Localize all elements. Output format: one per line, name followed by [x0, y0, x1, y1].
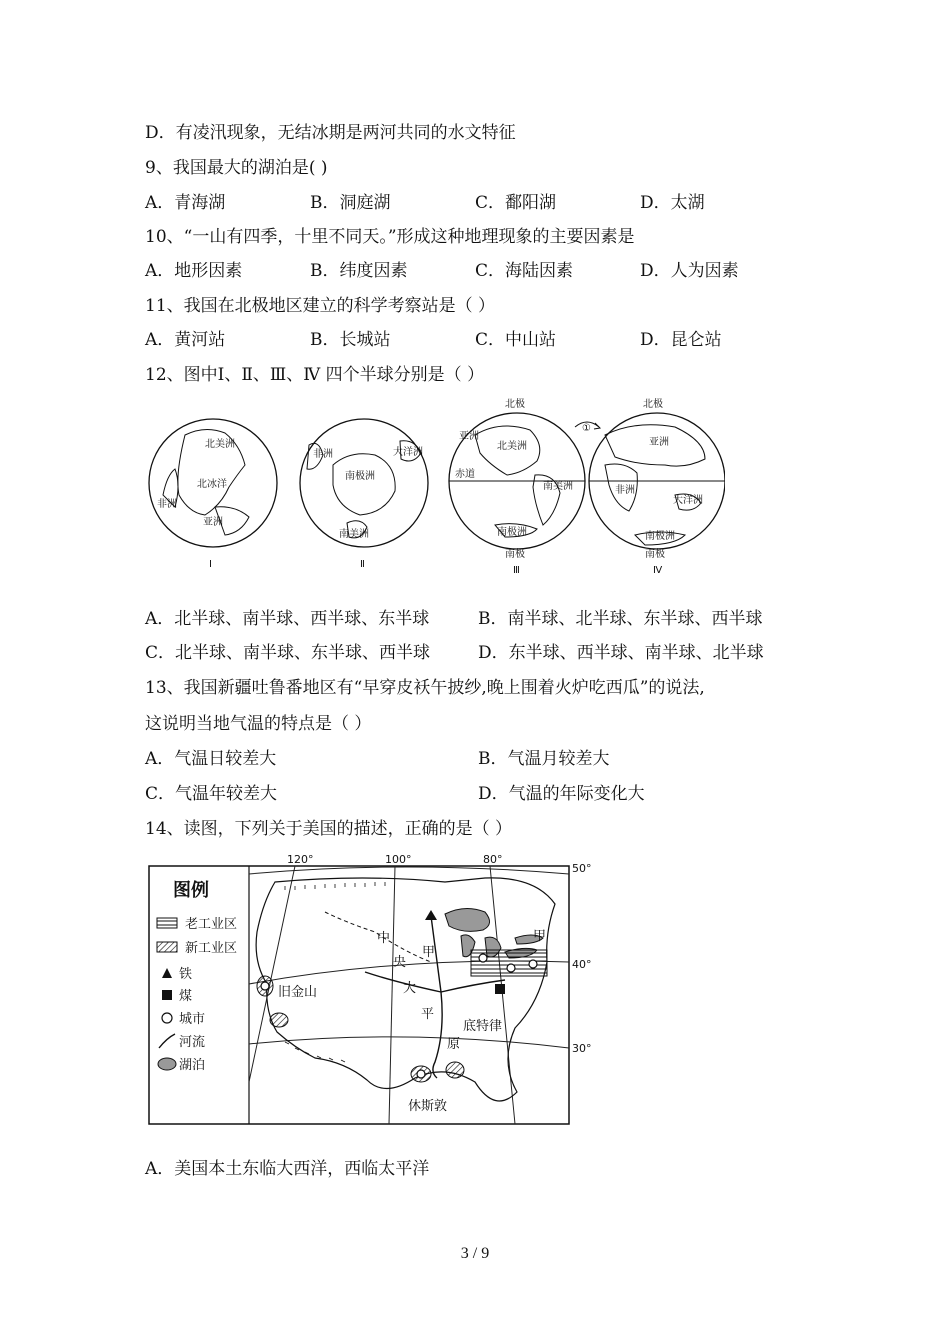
lat-50-label: 50°	[572, 862, 592, 875]
q11-option-a: A．黄河站	[145, 330, 226, 350]
q10-option-a: A．地形因素	[145, 261, 243, 281]
q8-option-d: D．有凌汛现象，无结冰期是两河共同的水文特征	[145, 123, 516, 143]
lat-50-line	[249, 867, 569, 874]
circled-one-marker: ①	[582, 423, 591, 434]
g1-label-africa: 非洲	[157, 499, 177, 510]
lat-30-line	[249, 1037, 569, 1048]
plain-char-1: 中	[377, 931, 391, 946]
lon-80-line	[490, 866, 515, 1124]
city-marker-3	[529, 960, 537, 968]
legend-lake: 湖泊	[179, 1058, 206, 1073]
g1-roman: Ⅰ	[209, 559, 212, 570]
g1-label-arctic-ocean: 北冰洋	[197, 479, 227, 490]
iron-icon	[162, 968, 172, 978]
q9-option-b: B．洞庭湖	[310, 193, 391, 213]
g4-label-asia: 亚洲	[649, 437, 669, 448]
g2-label-south-america: 南美洲	[339, 529, 369, 540]
q13-option-b: B．气温月较差大	[478, 749, 610, 769]
lat-30-label: 30°	[572, 1042, 592, 1055]
q13-option-c: C．气温年较差大	[145, 784, 278, 804]
usa-map	[145, 852, 605, 1130]
map-frame	[149, 866, 569, 1124]
new-industrial-la	[270, 1013, 288, 1027]
g4-label-south-pole: 南极	[645, 549, 665, 560]
g1-label-north-america: 北美洲	[205, 439, 235, 450]
label-jia-east: 甲	[533, 929, 547, 944]
plain-char-4: 平	[421, 1007, 435, 1022]
g3-label-asia: 亚洲	[459, 431, 479, 442]
q13-option-d: D．气温的年际变化大	[478, 784, 645, 804]
legend-iron: 铁	[179, 967, 193, 982]
city-houston	[417, 1070, 425, 1078]
legend-river: 河流	[179, 1035, 206, 1050]
q12-option-c: C．北半球、南半球、东半球、西半球	[145, 643, 431, 663]
lon-100-label: 100°	[385, 853, 412, 866]
city-marker-1	[479, 954, 487, 962]
q12-option-a: A．北半球、南半球、西半球、东半球	[145, 609, 430, 629]
legend-city: 城市	[179, 1012, 206, 1027]
city-marker-2	[507, 964, 515, 972]
g2-label-africa: 非洲	[313, 449, 333, 460]
label-houston: 休斯敦	[408, 1099, 448, 1114]
q9-option-d: D．太湖	[640, 193, 705, 213]
q10-option-c: C．海陆因素	[475, 261, 574, 281]
label-detroit: 底特律	[463, 1019, 503, 1034]
q14-option-a: A．美国本土东临大西洋，西临太平洋	[145, 1159, 430, 1179]
q12-option-b: B．南半球、北半球、东半球、西半球	[478, 609, 763, 629]
plain-char-2: 央	[393, 955, 407, 970]
legend-title: 图例	[173, 880, 209, 901]
new-industrial-houston-2	[446, 1062, 464, 1078]
coal-symbol-map	[495, 984, 505, 994]
g3-label-south-pole: 南极	[505, 549, 525, 560]
lat-40-label: 40°	[572, 958, 592, 971]
label-jia-west: 甲	[422, 945, 436, 960]
q9-option-c: C．鄱阳湖	[475, 193, 557, 213]
lon-100-line	[389, 866, 395, 1124]
g2-label-antarctica: 南极洲	[345, 471, 375, 482]
question-13-line-2: 这说明当地气温的特点是（ ）	[145, 714, 372, 734]
question-10: 10、“一山有四季，十里不同天。”形成这种地理现象的主要因素是	[145, 227, 635, 247]
river-icon	[159, 1034, 175, 1048]
g4-label-oceania: 大洋洲	[673, 495, 703, 506]
lon-120-label: 120°	[287, 853, 314, 866]
question-13-line-1: 13、我国新疆吐鲁番地区有“早穿皮袄午披纱,晚上围着火炉吃西瓜”的说法,	[145, 678, 705, 698]
globe-2	[300, 419, 428, 547]
g3-label-north-america: 北美洲	[497, 441, 527, 452]
question-14: 14、读图，下列关于美国的描述，正确的是（ ）	[145, 819, 513, 839]
g3-label-north-pole: 北极	[505, 399, 525, 410]
g4-label-north-pole: 北极	[643, 399, 663, 410]
g3-label-equator: 赤道	[455, 469, 475, 480]
city-san-francisco	[261, 982, 269, 990]
lake-icon	[158, 1058, 176, 1070]
q12-option-d: D．东半球、西半球、南半球、北半球	[478, 643, 764, 663]
legend-old-industrial: 老工业区	[185, 917, 238, 932]
q13-option-a: A．气温日较差大	[145, 749, 277, 769]
g2-label-oceania: 大洋洲	[393, 447, 423, 458]
q10-option-b: B．纬度因素	[310, 261, 408, 281]
plain-char-3: 大	[403, 981, 417, 996]
plain-char-5: 原	[447, 1037, 461, 1052]
g4-label-antarctica: 南极洲	[645, 531, 675, 542]
mississippi-river	[431, 916, 442, 1078]
g4-label-africa: 非洲	[615, 485, 635, 496]
q11-option-c: C．中山站	[475, 330, 557, 350]
question-9: 9、我国最大的湖泊是( )	[145, 158, 328, 178]
g3-label-south-america: 南美洲	[543, 481, 573, 492]
legend-coal: 煤	[179, 989, 193, 1004]
g1-label-asia: 亚洲	[203, 517, 223, 528]
label-san-francisco: 旧金山	[278, 985, 318, 1000]
question-12: 12、图中Ⅰ、Ⅱ、Ⅲ、Ⅳ 四个半球分别是（ ）	[145, 365, 485, 385]
q9-option-a: A．青海湖	[145, 193, 226, 213]
hemispheres-figure	[145, 395, 725, 575]
q11-option-b: B．长城站	[310, 330, 391, 350]
iron-symbol-map	[425, 910, 437, 920]
page-number: 3 / 9	[460, 1245, 490, 1262]
question-11: 11、我国在北极地区建立的科学考察站是（ ）	[145, 296, 496, 316]
q11-option-d: D．昆仑站	[640, 330, 722, 350]
g4-roman: Ⅳ	[653, 565, 663, 575]
g3-roman: Ⅲ	[513, 565, 520, 575]
lon-120-line	[249, 866, 295, 1082]
lon-80-label: 80°	[483, 853, 503, 866]
g3-label-antarctica: 南极洲	[497, 527, 527, 538]
g2-roman: Ⅱ	[360, 559, 365, 570]
legend-new-industrial: 新工业区	[185, 941, 238, 956]
city-icon	[162, 1013, 172, 1023]
q10-option-d: D．人为因素	[640, 261, 739, 281]
coal-icon	[162, 990, 172, 1000]
